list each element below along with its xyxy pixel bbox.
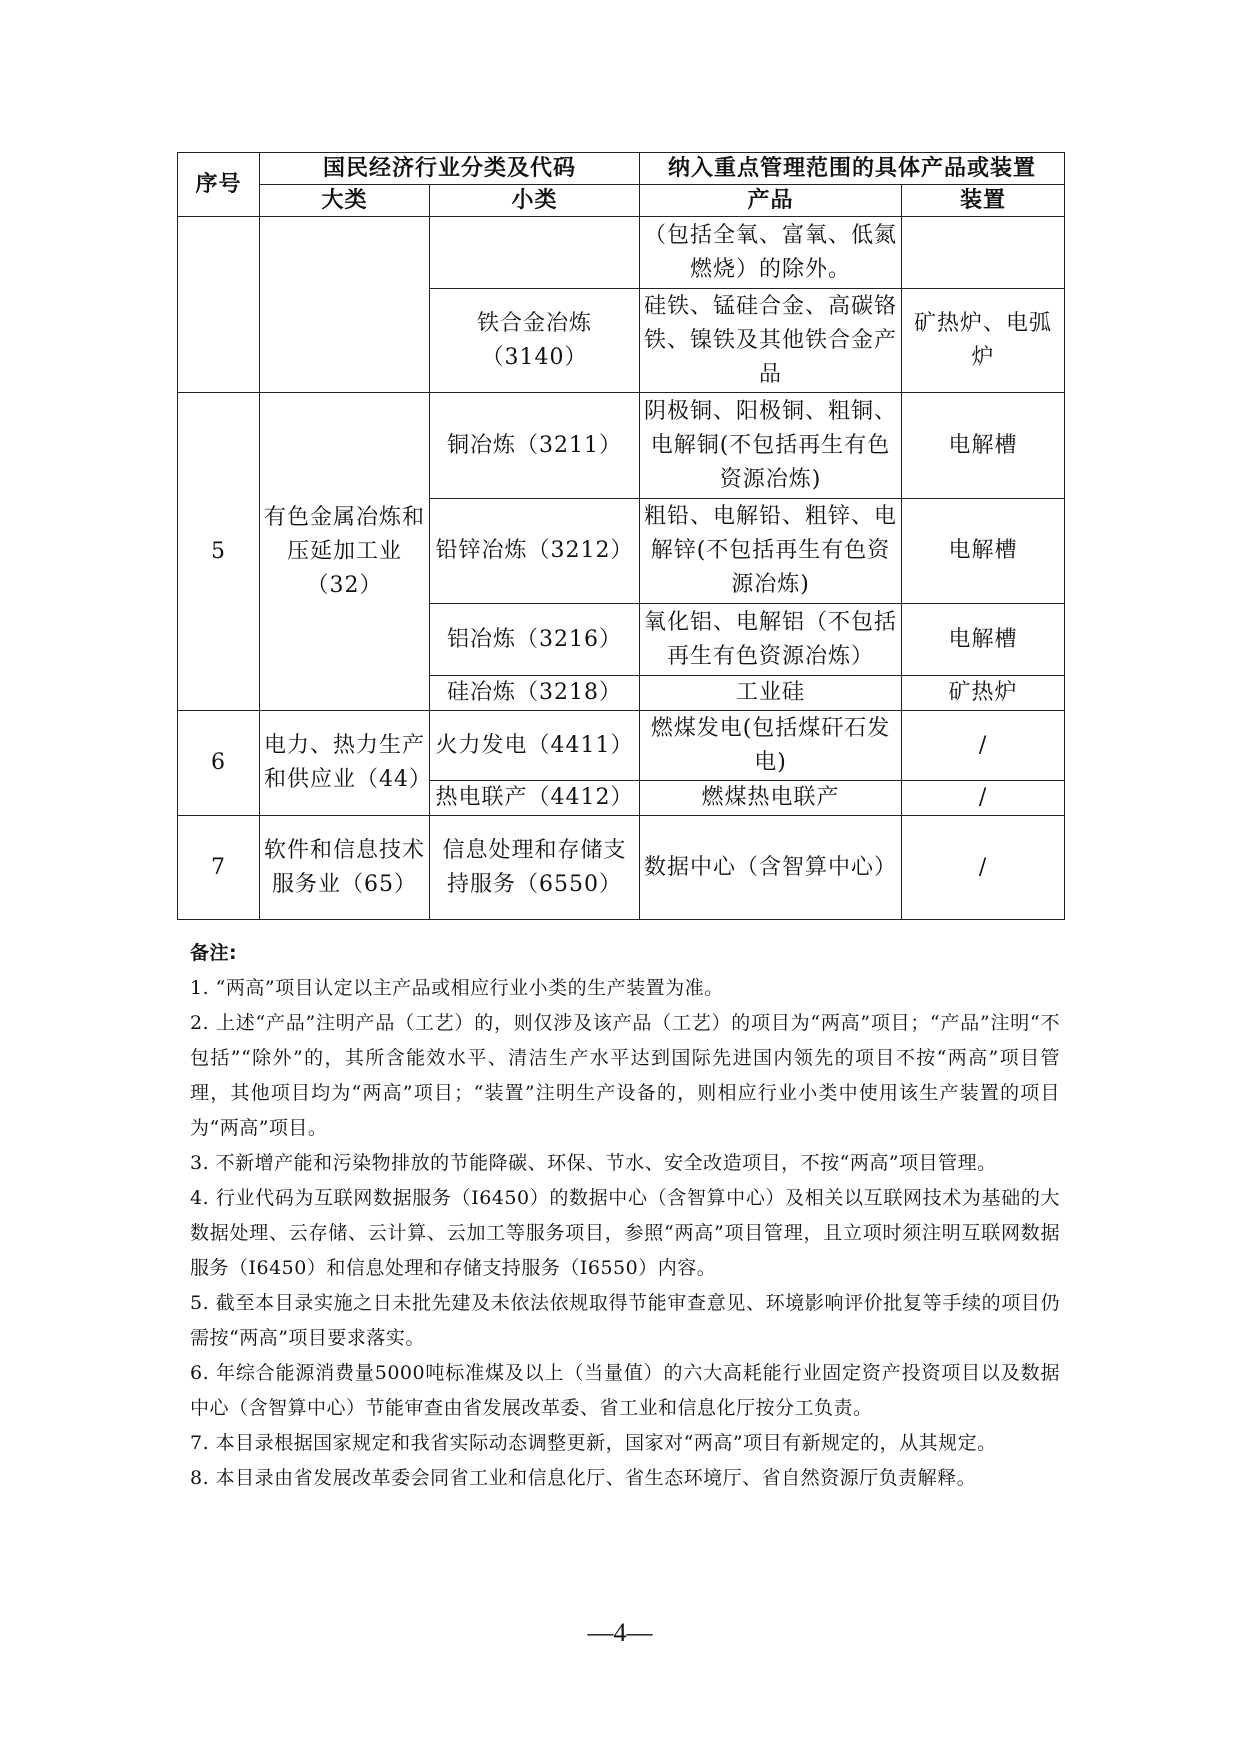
device-cell [902,217,1065,289]
product-cell: 数据中心（含智算中心） [640,816,902,920]
catalog-table [177,152,1065,920]
major-cell: 有色金属冶炼和压延加工业（32） [260,393,430,711]
notes-title: 备注: [190,942,238,964]
note-item: 3. 不新增产能和污染物排放的节能降碳、环保、节水、安全改造项目，不按“两高”项目管理。 [190,1152,997,1174]
table-row [178,217,1065,289]
device-cell: / [902,781,1065,816]
product-cell: 硅铁、锰硅合金、高碳铬铁、镍铁及其他铁合金产品 [640,289,902,393]
device-cell: / [902,711,1065,781]
minor-cell: 热电联产（4412） [430,781,640,816]
header-scope: 纳入重点管理范围的具体产品或装置 [640,153,1065,185]
header-major: 大类 [260,185,430,217]
product-cell: 阴极铜、阳极铜、粗铜、电解铜(不包括再生有色资源冶炼) [640,393,902,499]
minor-cell: 铅锌冶炼（3212） [430,499,640,604]
device-cell: 矿热炉、电弧炉 [902,289,1065,393]
minor-cell: 铜冶炼（3211） [430,393,640,499]
note-item: 5. 截至本目录实施之日未批先建及未依法依规取得节能审查意见、环境影响评价批复等手续的项目仍需按“两高”项目要求落实。 [190,1292,1060,1349]
header-industry: 国民经济行业分类及代码 [260,153,640,185]
minor-cell: 铁合金冶炼（3140） [430,289,640,393]
major-cell [260,217,430,393]
major-cell: 软件和信息技术服务业（65） [260,816,430,920]
table-subheader-row [178,185,1065,217]
device-cell: 电解槽 [902,393,1065,499]
seq-cell: 7 [178,816,260,920]
device-cell: 矿热炉 [902,676,1065,711]
note-item: 6. 年综合能源消费量5000吨标准煤及以上（当量值）的六大高耗能行业固定资产投资项目以及数据中心（含智算中心）节能审查由省发展改革委、省工业和信息化厅按分工负责。 [190,1362,1060,1419]
minor-cell: 铝冶炼（3216） [430,604,640,676]
header-product: 产品 [640,185,902,217]
product-cell: 燃煤热电联产 [640,781,902,816]
seq-cell [178,217,260,393]
note-item: 7. 本目录根据国家规定和我省实际动态调整更新，国家对“两高”项目有新规定的，从其规定。 [190,1432,997,1454]
notes-section [190,936,1060,1496]
note-item: 2. 上述“产品”注明产品（工艺）的，则仅涉及该产品（工艺）的项目为“两高”项目；“产品”注明“不包括”“除外”的，其所含能效水平、清洁生产水平达到国际先进国内领先的项目不按“两高”项目管理，其他项目均为“两高”项目；“装置”注明生产设备的，则相应行业小类中使用该生产装置的项目为“两高”项目。 [190,1012,1060,1139]
device-cell: / [902,816,1065,920]
header-seq: 序号 [178,153,260,217]
major-cell: 电力、热力生产和供应业（44） [260,711,430,816]
minor-cell [430,217,640,289]
product-cell: （包括全氧、富氧、低氮燃烧）的除外。 [640,217,902,289]
minor-cell: 硅冶炼（3218） [430,676,640,711]
page-number: —4— [587,1618,653,1647]
device-cell: 电解槽 [902,499,1065,604]
table-header-row [178,153,1065,185]
seq-cell: 6 [178,711,260,816]
table-row [178,393,1065,499]
product-cell: 工业硅 [640,676,902,711]
header-minor: 小类 [430,185,640,217]
seq-cell: 5 [178,393,260,711]
table-row [178,711,1065,781]
minor-cell: 火力发电（4411） [430,711,640,781]
note-item: 8. 本目录由省发展改革委会同省工业和信息化厅、省生态环境厅、省自然资源厅负责解释。 [190,1467,977,1489]
minor-cell: 信息处理和存储支持服务（6550） [430,816,640,920]
header-device: 装置 [902,185,1065,217]
table-row [178,816,1065,920]
product-cell: 粗铅、电解铅、粗锌、电解锌(不包括再生有色资源冶炼) [640,499,902,604]
note-item: 1. “两高”项目认定以主产品或相应行业小类的生产装置为准。 [190,977,724,999]
device-cell: 电解槽 [902,604,1065,676]
product-cell: 燃煤发电(包括煤矸石发电) [640,711,902,781]
product-cell: 氧化铝、电解铝（不包括再生有色资源冶炼） [640,604,902,676]
note-item: 4. 行业代码为互联网数据服务（I6450）的数据中心（含智算中心）及相关以互联网技术为基础的大数据处理、云存储、云计算、云加工等服务项目，参照“两高”项目管理，且立项时须注明互联网数据服务（I6450）和信息处理和存储支持服务（I6550）内容。 [190,1187,1060,1279]
